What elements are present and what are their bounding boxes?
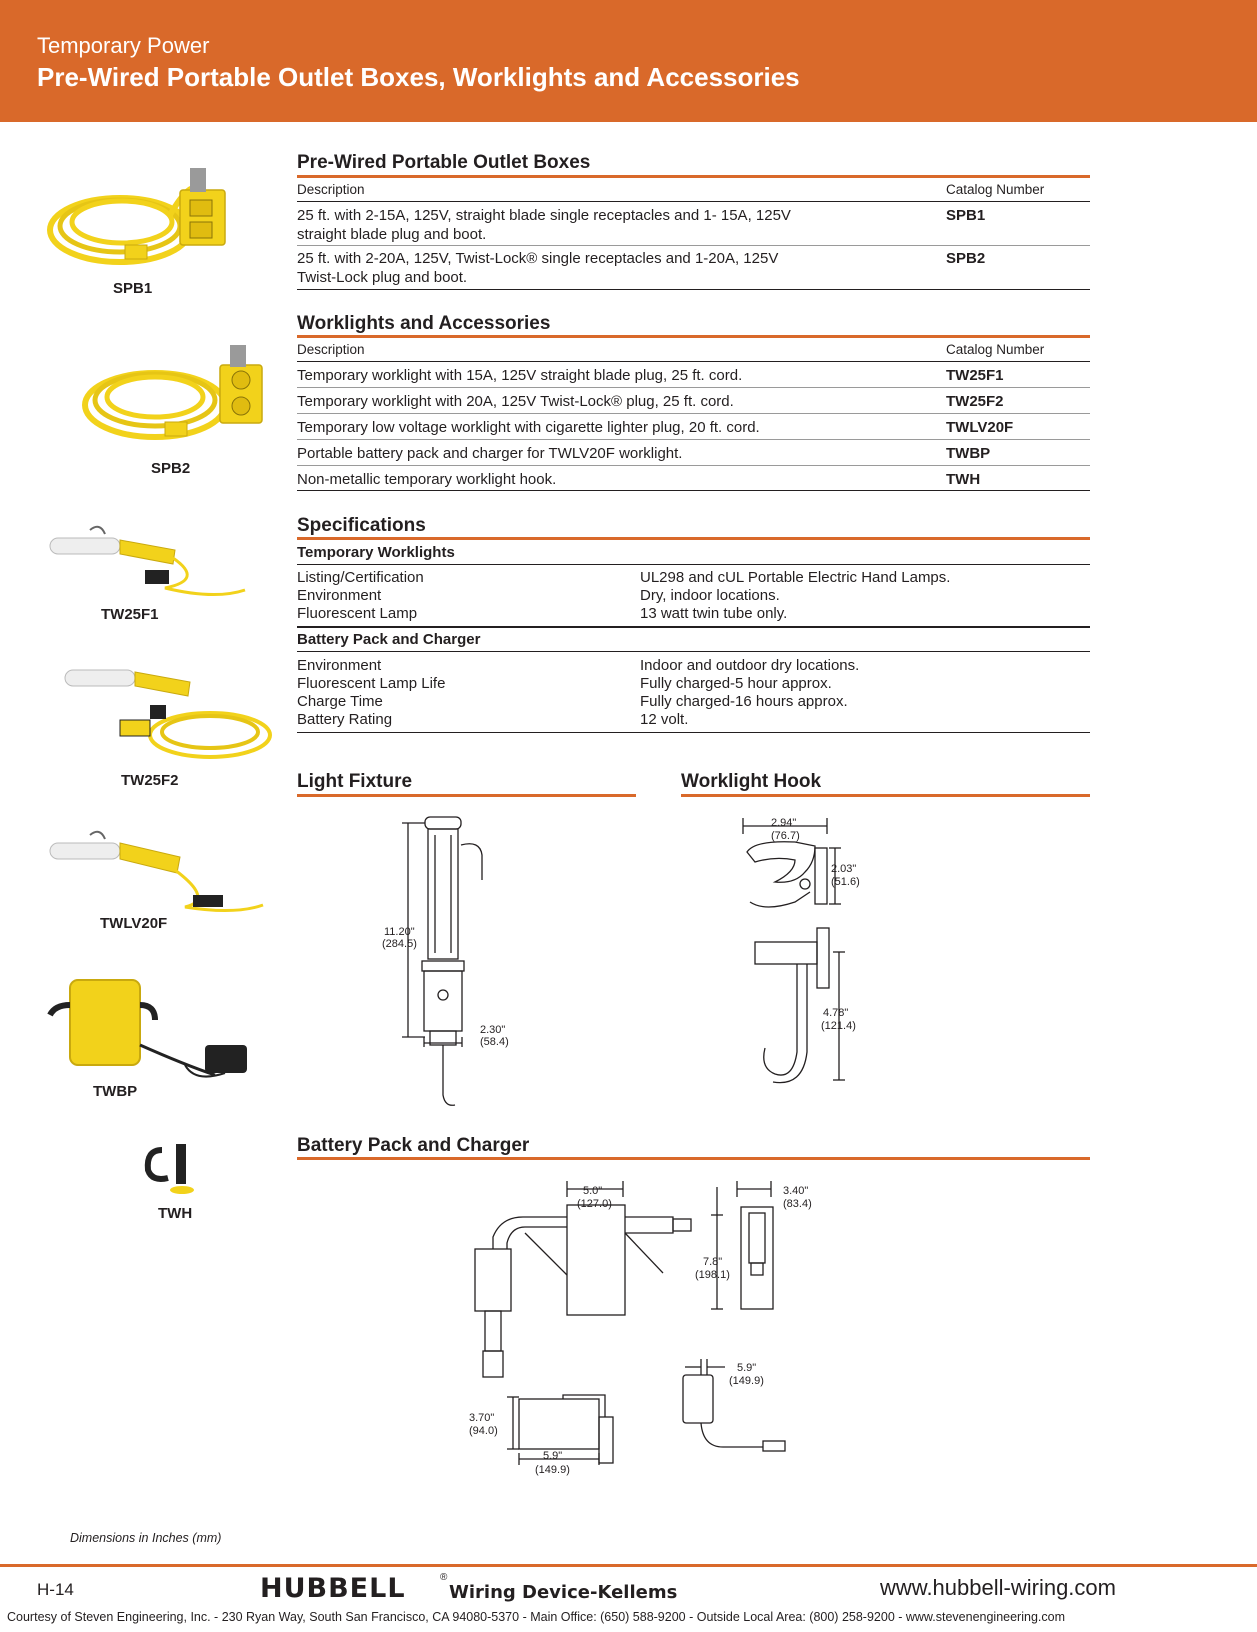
col-header-description: Description xyxy=(297,342,365,357)
row-description: straight blade plug and boot. xyxy=(297,226,487,243)
col-header-catalog: Catalog Number xyxy=(946,182,1045,197)
section-rule xyxy=(297,175,1090,178)
battery-pack-drawing xyxy=(463,1177,823,1482)
spec-value: Indoor and outdoor dry locations. xyxy=(640,657,860,674)
spec-value: Dry, indoor locations. xyxy=(640,587,780,604)
page-title: Pre-Wired Portable Outlet Boxes, Worklights and Accessories xyxy=(37,62,800,92)
page-supertitle: Temporary Power xyxy=(37,33,210,58)
dim-b-in: 3.40" xyxy=(783,1185,809,1197)
spec-label: Listing/Certification xyxy=(297,569,424,586)
dim-height-mm: (284.5) xyxy=(382,938,417,950)
page-number: H-14 xyxy=(37,1580,74,1599)
dim-b-mm: (51.6) xyxy=(831,876,860,888)
light-fixture-drawing xyxy=(370,815,530,1115)
divider xyxy=(297,361,1090,362)
divider xyxy=(297,201,1090,202)
row-description: Twist-Lock plug and boot. xyxy=(297,269,468,286)
product-image-twlv20f xyxy=(45,825,290,920)
dim-e-in: 3.70" xyxy=(469,1412,495,1424)
section-rule xyxy=(297,335,1090,338)
dim-a-in: 2.94" xyxy=(771,817,797,829)
dim-height-in: 11.20" xyxy=(384,926,415,938)
spec-label: Battery Rating xyxy=(297,711,393,728)
table-row xyxy=(297,206,917,244)
row-catalog-number: TW25F1 xyxy=(946,367,1004,384)
dim-b-in: 2.03" xyxy=(831,863,857,875)
brand-logo: HUBBELL xyxy=(260,1573,406,1604)
spec-value: 12 volt. xyxy=(640,711,689,728)
divider xyxy=(297,439,1090,440)
spec-label: Fluorescent Lamp Life xyxy=(297,675,446,692)
spec-value: Fully charged-5 hour approx. xyxy=(640,675,832,692)
product-image-tw25f2 xyxy=(60,660,305,765)
spec-value: UL298 and cUL Portable Electric Hand Lamps. xyxy=(640,569,951,586)
product-label-spb2: SPB2 xyxy=(151,460,191,477)
divider xyxy=(297,413,1090,414)
section-rule xyxy=(297,794,636,797)
row-description: Temporary worklight with 20A, 125V Twist-Lock® plug, 25 ft. cord. xyxy=(297,393,734,410)
dim-c-in: 4.78" xyxy=(823,1007,849,1019)
divider xyxy=(297,651,1090,652)
dim-c-in: 7.8" xyxy=(703,1256,723,1268)
product-label-twbp: TWBP xyxy=(93,1083,138,1100)
dim-c-mm: (198.1) xyxy=(695,1269,730,1281)
specifications-title: Specifications xyxy=(297,515,426,536)
spec-label: Fluorescent Lamp xyxy=(297,605,418,622)
dim-b-mm: (83.4) xyxy=(783,1198,812,1210)
product-label-tw25f2: TW25F2 xyxy=(121,772,179,789)
divider xyxy=(297,490,1090,491)
row-catalog-number: TWH xyxy=(946,471,981,488)
row-description: Temporary low voltage worklight with cigarette lighter plug, 20 ft. cord. xyxy=(297,419,760,436)
product-image-tw25f1 xyxy=(45,520,290,610)
product-label-twh: TWH xyxy=(158,1205,193,1222)
dim-c-mm: (121.4) xyxy=(821,1020,856,1032)
row-catalog-number: TWBP xyxy=(946,445,991,462)
row-catalog-number: SPB2 xyxy=(946,250,986,267)
col-header-catalog: Catalog Number xyxy=(946,342,1045,357)
row-description: 25 ft. with 2-15A, 125V, straight blade single receptacles and 1- 15A, 125V xyxy=(297,207,791,224)
divider xyxy=(297,289,1090,290)
product-image-twbp xyxy=(45,975,290,1085)
row-catalog-number: TWLV20F xyxy=(946,419,1014,436)
dim-d-mm: (149.9) xyxy=(729,1375,764,1387)
footer-rule xyxy=(0,1564,1257,1567)
divider xyxy=(297,245,1090,246)
worklight-hook-drawing xyxy=(735,812,875,1087)
light-fixture-title: Light Fixture xyxy=(297,771,413,792)
section-rule xyxy=(297,537,1090,540)
spec-label: Charge Time xyxy=(297,693,383,710)
col-header-description: Description xyxy=(297,182,365,197)
divider xyxy=(297,564,1090,565)
dimensions-note: Dimensions in Inches (mm) xyxy=(70,1531,222,1545)
row-description: Portable battery pack and charger for TWLV20F worklight. xyxy=(297,445,683,462)
dim-d-in: 5.9" xyxy=(737,1362,757,1374)
website-link[interactable]: www.hubbell-wiring.com xyxy=(880,1575,1116,1600)
spec-group-heading: Temporary Worklights xyxy=(297,544,455,561)
dim-f-in: 5.9" xyxy=(543,1450,563,1462)
section-rule xyxy=(681,794,1090,797)
product-label-spb1: SPB1 xyxy=(113,280,153,297)
product-image-spb1 xyxy=(40,160,285,275)
row-catalog-number: TW25F2 xyxy=(946,393,1004,410)
row-catalog-number: SPB1 xyxy=(946,207,986,224)
dim-a-mm: (127.0) xyxy=(577,1198,612,1210)
product-label-tw25f1: TW25F1 xyxy=(101,606,159,623)
row-description: 25 ft. with 2-20A, 125V, Twist-Lock® single receptacles and 1-20A, 125V xyxy=(297,250,779,267)
table-row xyxy=(297,249,917,287)
section-rule xyxy=(297,1157,1090,1160)
worklight-hook-title: Worklight Hook xyxy=(681,771,822,792)
spec-label: Environment xyxy=(297,587,382,604)
spec-group-heading: Battery Pack and Charger xyxy=(297,631,481,648)
brand-subtitle: Wiring Device-Kellems xyxy=(449,1582,678,1603)
dim-e-mm: (94.0) xyxy=(469,1425,498,1437)
divider xyxy=(297,626,1090,628)
dim-f-mm: (149.9) xyxy=(535,1464,570,1476)
spec-label: Environment xyxy=(297,657,382,674)
product-image-spb2 xyxy=(75,340,320,450)
divider xyxy=(297,732,1090,733)
spec-value: Fully charged-16 hours approx. xyxy=(640,693,848,710)
outlet-boxes-title: Pre-Wired Portable Outlet Boxes xyxy=(297,152,591,173)
dim-a-mm: (76.7) xyxy=(771,830,800,842)
spec-value: 13 watt twin tube only. xyxy=(640,605,788,622)
dim-width-in: 2.30" xyxy=(480,1024,506,1036)
product-label-twlv20f: TWLV20F xyxy=(100,915,168,932)
battery-pack-title: Battery Pack and Charger xyxy=(297,1135,530,1156)
row-description: Temporary worklight with 15A, 125V straight blade plug, 25 ft. cord. xyxy=(297,367,743,384)
divider xyxy=(297,465,1090,466)
courtesy-line: Courtesy of Steven Engineering, Inc. - 230 Ryan Way, South San Francisco, CA 94080-5370 - Main Office: (650) 588-9200 - Outside Local Area: (800) 258-9200 - www.stevenengineering.com xyxy=(7,1610,1065,1624)
page-header xyxy=(0,0,1257,122)
divider xyxy=(297,387,1090,388)
dim-width-mm: (58.4) xyxy=(480,1036,509,1048)
registered-mark: ® xyxy=(440,1572,448,1583)
row-description: Non-metallic temporary worklight hook. xyxy=(297,471,557,488)
worklights-title: Worklights and Accessories xyxy=(297,313,551,334)
dim-a-in: 5.0" xyxy=(583,1185,603,1197)
